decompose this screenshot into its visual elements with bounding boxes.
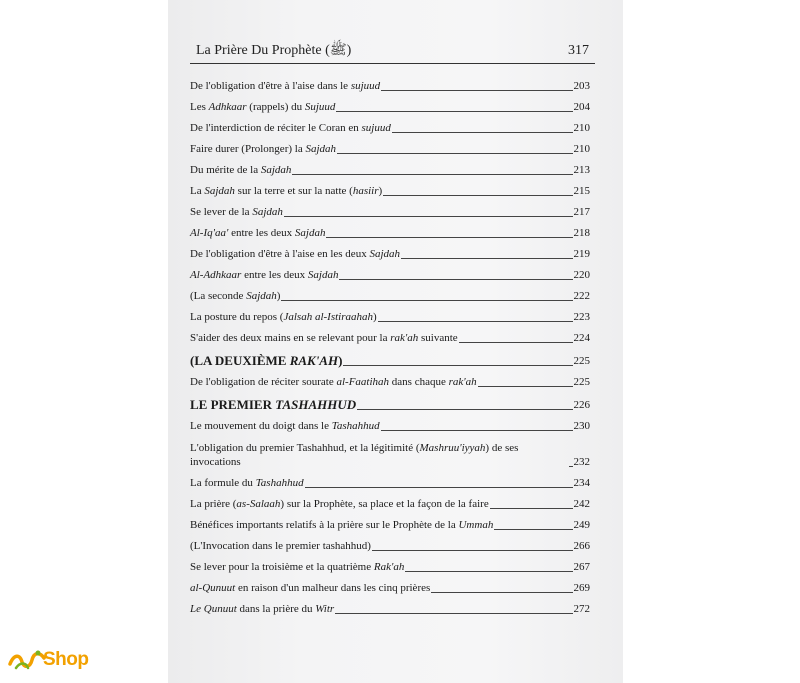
toc-entry-row bbox=[190, 511, 590, 532]
toc-entry-row bbox=[190, 324, 590, 345]
toc-leader bbox=[392, 132, 573, 133]
toc-entry-label: Le mouvement du doigt dans le Tashahhud bbox=[190, 420, 380, 432]
toc-entry-page: 226 bbox=[573, 399, 590, 411]
toc-entry-page: 218 bbox=[573, 227, 590, 239]
toc-entry-row bbox=[190, 135, 590, 156]
toc-leader bbox=[494, 529, 572, 530]
book-title: La Prière Du Prophète (ﷺ) bbox=[196, 43, 352, 58]
toc-entry-page: 223 bbox=[573, 311, 590, 323]
toc-entry-row bbox=[190, 114, 590, 135]
toc-leader bbox=[292, 174, 572, 175]
toc-leader bbox=[383, 195, 572, 196]
toc-leader bbox=[339, 279, 572, 280]
toc-entry-row bbox=[190, 72, 590, 93]
toc-section-row bbox=[190, 345, 590, 368]
toc-entry-label: Faire durer (Prolonger) la Sajdah bbox=[190, 143, 337, 155]
toc-entry-page: 272 bbox=[573, 603, 590, 615]
toc-entry-page: 234 bbox=[573, 477, 590, 489]
toc-entry-page: 242 bbox=[573, 498, 590, 510]
page-number: 317 bbox=[568, 43, 589, 58]
toc-leader bbox=[336, 111, 572, 112]
toc-entry-label: Les Adhkaar (rappels) du Sujuud bbox=[190, 101, 336, 113]
toc-entry-page: 204 bbox=[573, 101, 590, 113]
toc-leader bbox=[431, 592, 572, 593]
toc-entry-label: Se lever pour la troisième et la quatrième Rak'ah bbox=[190, 561, 405, 573]
toc-entry-row bbox=[190, 282, 590, 303]
toc-entry-label: (La seconde Sajdah) bbox=[190, 290, 281, 302]
shop-logo-text: Shop bbox=[43, 649, 89, 670]
toc-leader bbox=[335, 613, 572, 614]
toc-entry-page: 230 bbox=[573, 420, 590, 432]
toc-entry-label: La formule du Tashahhud bbox=[190, 477, 304, 489]
table-of-contents bbox=[190, 72, 590, 616]
toc-entry-row bbox=[190, 156, 590, 177]
toc-entry-label: La prière (as-Salaah) sur la Prophète, sa place et la façon de la faire bbox=[190, 498, 489, 510]
toc-leader bbox=[372, 550, 573, 551]
toc-entry-page: 266 bbox=[573, 540, 590, 552]
toc-entry-page: 213 bbox=[573, 164, 590, 176]
toc-entry-label: Du mérite de la Sajdah bbox=[190, 164, 292, 176]
toc-entry-row bbox=[190, 532, 590, 553]
toc-entry-row bbox=[190, 368, 590, 389]
toc-entry-page: 210 bbox=[573, 122, 590, 134]
toc-leader bbox=[381, 430, 573, 431]
toc-entry-label: Le Qunuut dans la prière du Witr bbox=[190, 603, 335, 615]
toc-entry-page: 249 bbox=[573, 519, 590, 531]
toc-entry-row bbox=[190, 553, 590, 574]
toc-leader bbox=[284, 216, 573, 217]
toc-entry-label: Al-Iq'aa' entre les deux Sajdah bbox=[190, 227, 326, 239]
toc-entry-page: 217 bbox=[573, 206, 590, 218]
toc-entry-label: De l'interdiction de réciter le Coran en sujuud bbox=[190, 122, 391, 134]
book-page bbox=[168, 0, 623, 683]
toc-entry-label: Se lever de la Sajdah bbox=[190, 206, 283, 218]
toc-entry-label: La posture du repos (Jalsah al-Istiraahah) bbox=[190, 311, 377, 323]
toc-leader bbox=[343, 365, 572, 366]
toc-entry-page: 220 bbox=[573, 269, 590, 281]
toc-entry-label: (L'Invocation dans le premier tashahhud) bbox=[190, 540, 371, 552]
toc-entry-page: 225 bbox=[573, 376, 590, 388]
toc-entry-page: 232 bbox=[573, 456, 590, 468]
toc-leader bbox=[405, 571, 572, 572]
toc-entry-page: 225 bbox=[573, 355, 590, 367]
toc-leader bbox=[326, 237, 572, 238]
toc-leader bbox=[478, 386, 573, 387]
toc-entry-row bbox=[190, 412, 590, 433]
toc-entry-page: 219 bbox=[573, 248, 590, 260]
toc-entry-row bbox=[190, 261, 590, 282]
toc-leader bbox=[305, 487, 573, 488]
toc-entry-row bbox=[190, 574, 590, 595]
toc-leader bbox=[378, 321, 573, 322]
toc-leader bbox=[337, 153, 572, 154]
toc-entry-row bbox=[190, 219, 590, 240]
toc-entry-page: 224 bbox=[573, 332, 590, 344]
toc-entry-label: al-Qunuut en raison d'un malheur dans les cinq prières bbox=[190, 582, 431, 594]
toc-entry-row bbox=[190, 303, 590, 324]
toc-entry-row bbox=[190, 93, 590, 114]
shop-swirl-icon bbox=[8, 648, 48, 674]
toc-entry-label: La Sajdah sur la terre et sur la natte (hasiir) bbox=[190, 185, 383, 197]
toc-entry-row bbox=[190, 433, 590, 469]
toc-leader bbox=[357, 409, 572, 410]
toc-entry-label: Al-Adhkaar entre les deux Sajdah bbox=[190, 269, 339, 281]
toc-entry-label: LE PREMIER TASHAHHUD bbox=[190, 397, 357, 412]
toc-entry-row bbox=[190, 177, 590, 198]
toc-entry-label: De l'obligation de réciter sourate al-Faatihah dans chaque rak'ah bbox=[190, 376, 477, 388]
toc-leader bbox=[281, 300, 572, 301]
toc-leader bbox=[401, 258, 572, 259]
toc-leader bbox=[459, 342, 573, 343]
toc-leader bbox=[381, 90, 572, 91]
toc-entry-row bbox=[190, 595, 590, 616]
toc-leader bbox=[569, 466, 573, 467]
toc-entry-label: De l'obligation d'être à l'aise en les deux Sajdah bbox=[190, 248, 401, 260]
toc-entry-page: 203 bbox=[573, 80, 590, 92]
toc-section-row bbox=[190, 389, 590, 412]
toc-entry-label: L'obligation du premier Tashahhud, et la légitimité (Mashruu'iyyah) de ses bbox=[190, 442, 519, 454]
header-rule bbox=[190, 63, 595, 64]
toc-entry-page: 267 bbox=[573, 561, 590, 573]
toc-entry-label: invocations bbox=[190, 456, 241, 468]
toc-entry-label: (LA DEUXIÈME RAK'AH) bbox=[190, 353, 343, 368]
page-header bbox=[196, 41, 589, 61]
toc-entry-label: De l'obligation d'être à l'aise dans le sujuud bbox=[190, 80, 381, 92]
toc-entry-row bbox=[190, 240, 590, 261]
toc-entry-page: 222 bbox=[573, 290, 590, 302]
toc-entry-label: Bénéfices importants relatifs à la prière sur le Prophète de la Ummah bbox=[190, 519, 494, 531]
toc-entry-page: 269 bbox=[573, 582, 590, 594]
toc-entry-label: S'aider des deux mains en se relevant pour la rak'ah suivante bbox=[190, 332, 458, 344]
toc-entry-page: 215 bbox=[573, 185, 590, 197]
shop-logo bbox=[8, 648, 103, 674]
toc-entry-row bbox=[190, 490, 590, 511]
toc-leader bbox=[490, 508, 573, 509]
toc-entry-row bbox=[190, 198, 590, 219]
toc-entry-row bbox=[190, 469, 590, 490]
toc-entry-page: 210 bbox=[573, 143, 590, 155]
